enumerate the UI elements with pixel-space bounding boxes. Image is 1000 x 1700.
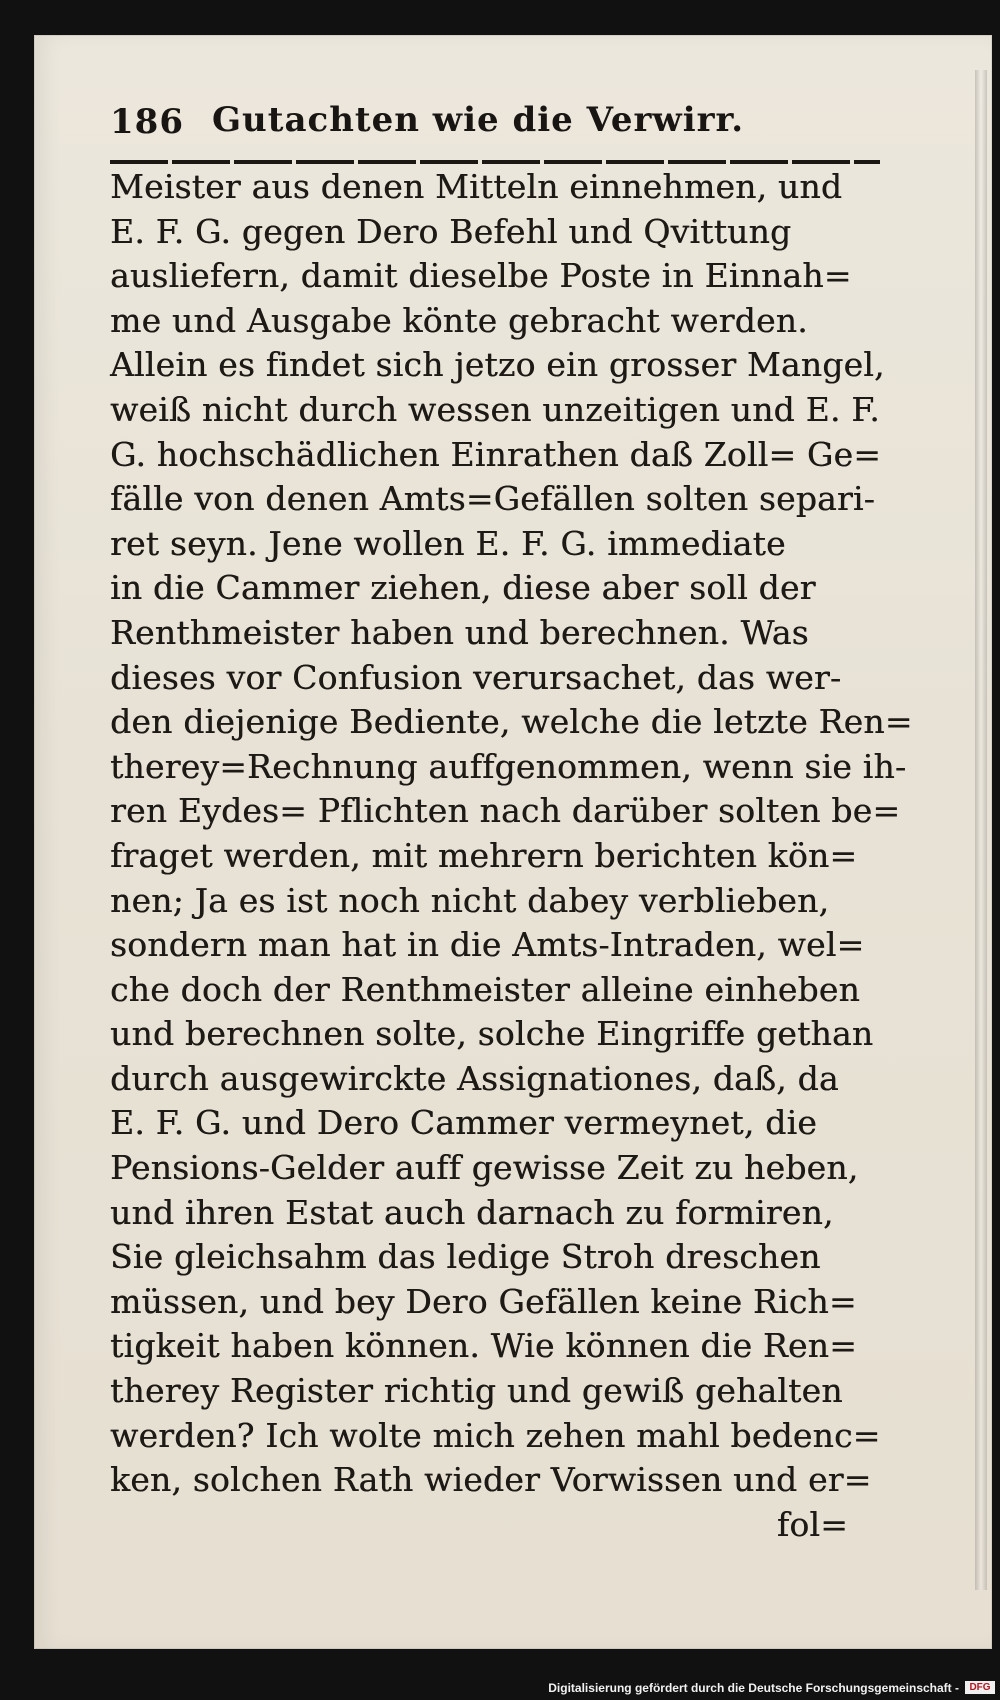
page-number: 186 bbox=[110, 102, 184, 142]
text-line-17: nen; Ja es ist noch nicht dabey verblieben, bbox=[110, 880, 830, 920]
text-line-27: tigkeit haben können. Wie können die Ren= bbox=[110, 1326, 857, 1366]
page-header bbox=[110, 98, 880, 158]
digitization-credit bbox=[548, 1680, 995, 1696]
text-line-8: fälle von denen Amts=Gefällen solten separi- bbox=[110, 479, 876, 519]
text-line-7: G. hochschädlichen Einrathen daß Zoll= Ge= bbox=[110, 434, 882, 474]
text-line-30: ken, solchen Rath wieder Vorwissen und er= bbox=[110, 1460, 872, 1500]
text-line-24: und ihren Estat auch darnach zu formiren, bbox=[110, 1192, 834, 1232]
text-line-10: in die Cammer ziehen, diese aber soll der bbox=[110, 568, 816, 608]
text-line-9: ret seyn. Jene wollen E. F. G. immediate bbox=[110, 523, 786, 563]
text-line-11: Renthmeister haben und berechnen. Was bbox=[110, 612, 809, 652]
body-text bbox=[110, 165, 913, 1547]
text-line-29: werden? Ich wolte mich zehen mahl bedenc= bbox=[110, 1415, 881, 1455]
text-line-21: durch ausgewirckte Assignationes, daß, da bbox=[110, 1058, 839, 1098]
header-rule bbox=[110, 160, 880, 164]
credit-text: Digitalisierung gefördert durch die Deutsche Forschungsgemeinschaft - bbox=[548, 1681, 959, 1695]
text-line-14: therey=Rechnung auffgenommen, wenn sie ih- bbox=[110, 746, 907, 786]
text-line-16: fraget werden, mit mehrern berichten kön= bbox=[110, 835, 858, 875]
text-line-22: E. F. G. und Dero Cammer vermeynet, die bbox=[110, 1103, 817, 1143]
text-line-19: che doch der Renthmeister alleine einheben bbox=[110, 969, 860, 1009]
catchword: fol= bbox=[776, 1504, 848, 1544]
text-line-4: me und Ausgabe könte gebracht werden. bbox=[110, 300, 808, 340]
text-line-3: ausliefern, damit dieselbe Poste in Einnah= bbox=[110, 256, 852, 296]
page-edge bbox=[975, 70, 987, 1590]
text-line-23: Pensions-Gelder auff gewisse Zeit zu heben, bbox=[110, 1148, 859, 1188]
text-line-15: ren Eydes= Pflichten nach darüber solten be= bbox=[110, 791, 901, 831]
text-line-1: Meister aus denen Mitteln einnehmen, und bbox=[110, 167, 843, 206]
text-line-12: dieses vor Confusion verursachet, das wer- bbox=[110, 657, 842, 697]
running-title: Gutachten wie die Verwirr. bbox=[212, 100, 745, 140]
text-line-2: E. F. G. gegen Dero Befehl und Qvittung bbox=[110, 211, 792, 251]
text-line-28: therey Register richtig und gewiß gehalten bbox=[110, 1371, 843, 1411]
text-line-13: den diejenige Bediente, welche die letzte Ren= bbox=[110, 702, 913, 742]
text-line-20: und berechnen solte, solche Eingriffe gethan bbox=[110, 1014, 874, 1054]
text-line-6: weiß nicht durch wessen unzeitigen und E. F. bbox=[110, 389, 880, 429]
text-line-25: Sie gleichsahm das ledige Stroh dreschen bbox=[110, 1237, 821, 1277]
text-line-18: sondern man hat in die Amts-Intraden, wel= bbox=[110, 925, 865, 965]
text-line-5: Allein es findet sich jetzo ein grosser Mangel, bbox=[110, 345, 885, 385]
text-line-26: müssen, und bey Dero Gefällen keine Rich= bbox=[110, 1281, 857, 1321]
dfg-logo: DFG bbox=[965, 1681, 995, 1694]
